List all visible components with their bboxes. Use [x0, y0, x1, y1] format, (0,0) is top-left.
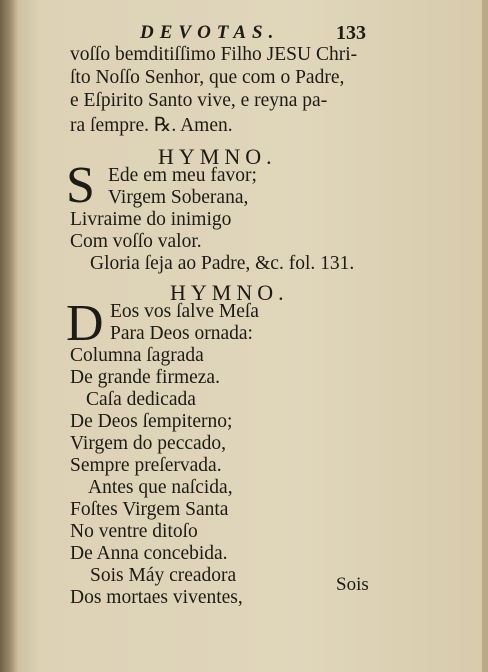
hymn2-line-9: Foſtes Virgem Santa — [70, 499, 229, 520]
running-head: DEVOTAS. — [140, 22, 280, 43]
hymn2-line-11: De Anna concebida. — [70, 543, 228, 564]
hymn2-line-10: No ventre ditoſo — [70, 521, 198, 542]
dropcap-s: S — [66, 157, 95, 214]
hymn1-first-line: Ede em meu favor; — [108, 165, 257, 186]
page-edge — [482, 0, 488, 672]
intro-line-4: ra ſempre. ℞. Amen. — [70, 115, 233, 136]
hymn2-line-6: Virgem do peccado, — [70, 433, 227, 454]
hymn2-line-13: Dos mortaes viventes, — [70, 587, 243, 608]
hymn-heading-2: HYMNO. — [170, 280, 289, 305]
intro-line-3: e Eſpirito Santo vive, e reyna pa- — [70, 90, 328, 111]
page-number: 133 — [336, 22, 366, 44]
hymn2-line-5: De Deos ſempiterno; — [70, 411, 233, 432]
catchword: Sois — [336, 574, 369, 595]
hymn2-line-4: Caſa dedicada — [86, 389, 196, 410]
hymn2-line-12: Sois Máy creadora — [90, 565, 237, 586]
intro-line-2: ſto Noſſo Senhor, que com o Padre, — [70, 67, 345, 88]
hymn-heading-1: HYMNO. — [158, 144, 277, 169]
hymn2-line-7: Sempre preſervada. — [70, 455, 222, 476]
hymn2-line-8: Antes que naſcida, — [88, 477, 233, 498]
hymn1-line-2: Livraime do inimigo — [70, 209, 232, 230]
dropcap-d: D — [66, 295, 104, 352]
hymn1-line-3: Com voſſo valor. — [70, 231, 202, 252]
hymn1-line-4: Gloria ſeja ao Padre, &c. fol. 131. — [90, 253, 355, 274]
hymn2-line-3: De grande firmeza. — [70, 367, 220, 388]
intro-line-1: voſſo bemditiſſimo Filho JESU Chri- — [70, 44, 358, 65]
page-gutter — [0, 0, 18, 672]
hymn2-line-2: Columna ſagrada — [70, 345, 204, 366]
hymn1-line-1: Virgem Soberana, — [108, 187, 249, 208]
hymn2-first-line: Eos vos ſalve Meſa — [110, 301, 259, 322]
hymn2-line-1: Para Deos ornada: — [110, 323, 253, 344]
